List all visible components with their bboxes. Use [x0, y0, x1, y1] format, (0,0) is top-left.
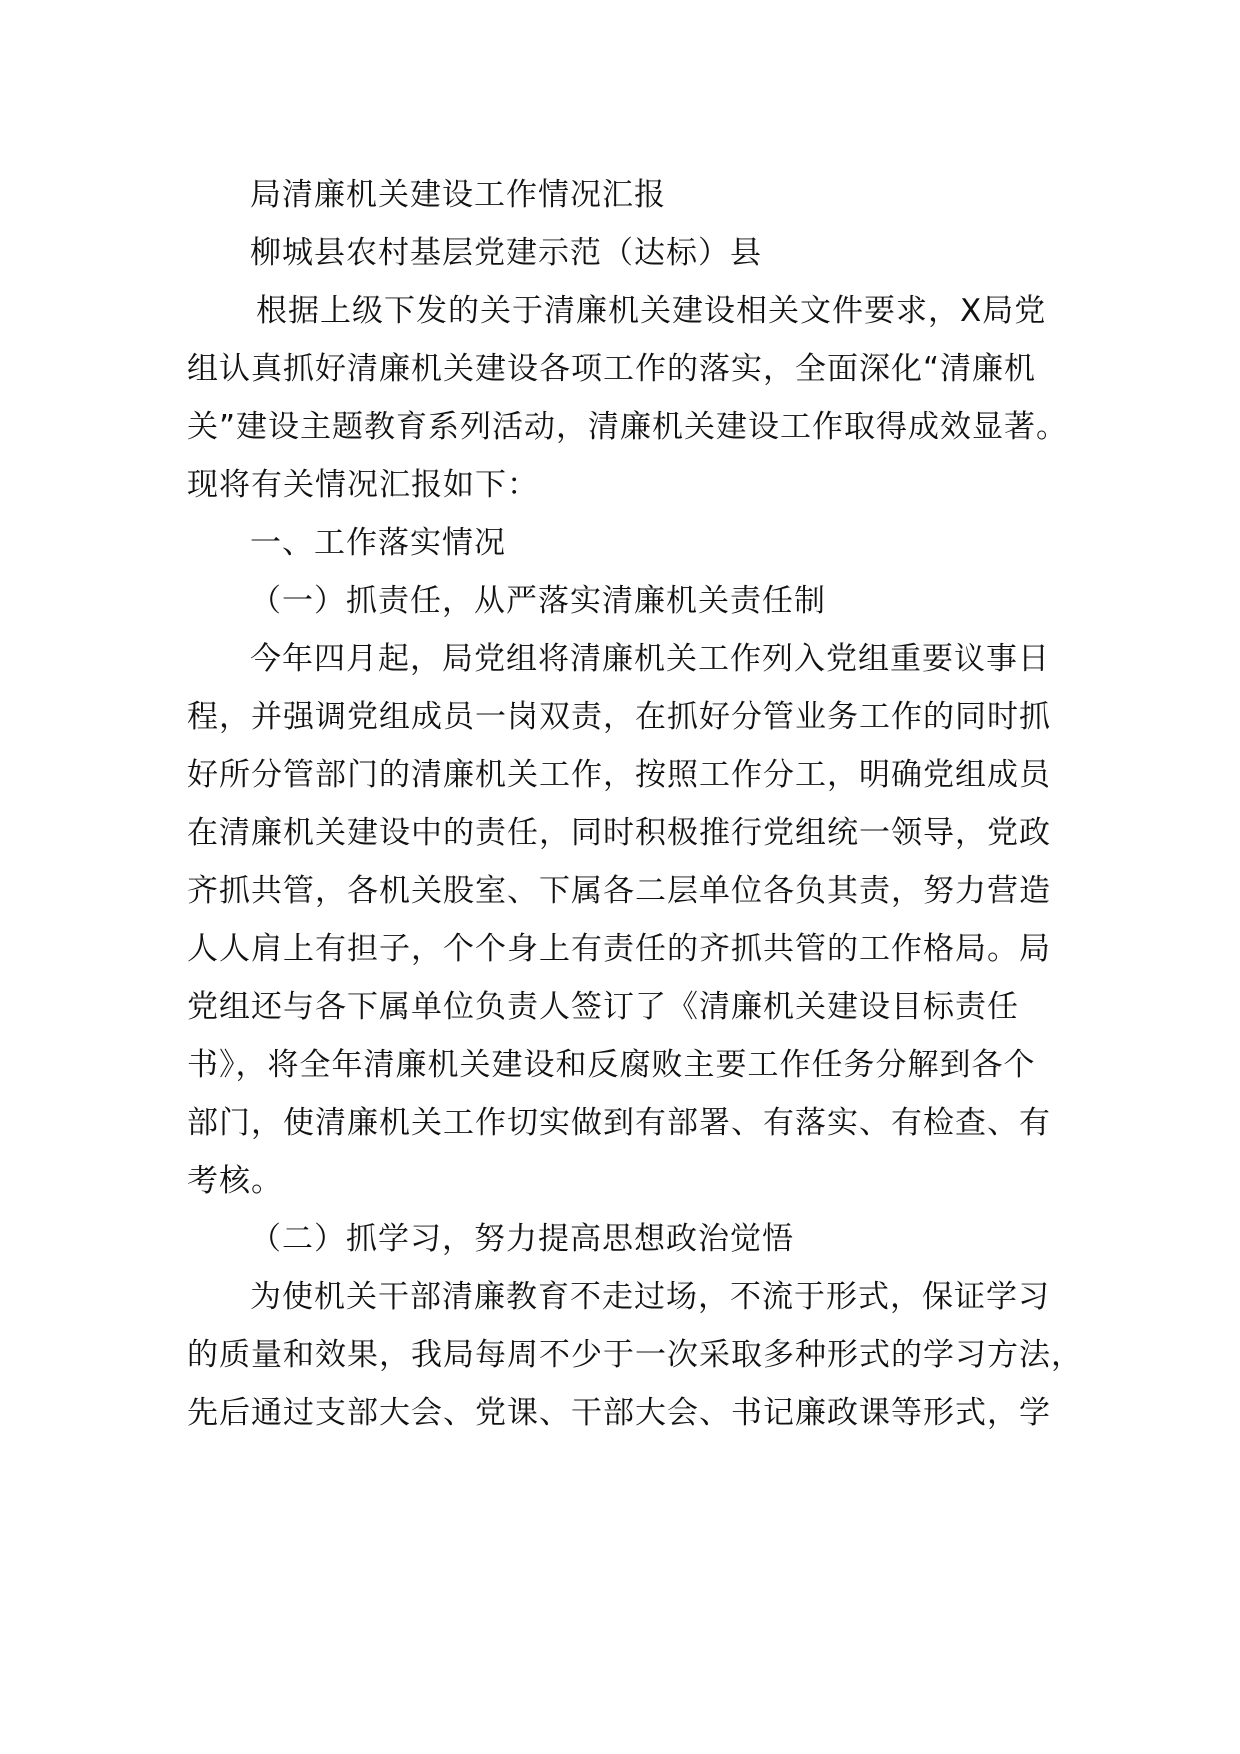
- subsection-heading: （二）抓学习，努力提高思想政治觉悟: [250, 1221, 794, 1257]
- paragraph-line: 组认真抓好清廉机关建设各项工作的落实，全面深化“清廉机: [187, 351, 1037, 387]
- subsection-heading: （一）抓责任，从严落实清廉机关责任制: [250, 583, 826, 619]
- section-heading: 一、工作落实情况: [250, 525, 506, 561]
- paragraph-line: 关”建设主题教育系列活动，清廉机关建设工作取得成效显著。: [187, 409, 1069, 445]
- paragraph-line: 人人肩上有担子，个个身上有责任的齐抓共管的工作格局。局: [187, 931, 1051, 967]
- paragraph-line: 先后通过支部大会、党课、干部大会、书记廉政课等形式，学: [187, 1395, 1051, 1431]
- paragraph-line: 在清廉机关建设中的责任，同时积极推行党组统一领导，党政: [187, 815, 1051, 851]
- document-title: 局清廉机关建设工作情况汇报: [250, 177, 666, 213]
- paragraph-line: 齐抓共管，各机关股室、下属各二层单位各负其责，努力营造: [187, 873, 1051, 909]
- paragraph-line: 部门，使清廉机关工作切实做到有部署、有落实、有检查、有: [187, 1105, 1051, 1141]
- paragraph-line: 为使机关干部清廉教育不走过场，不流于形式，保证学习: [250, 1279, 1050, 1315]
- paragraph-line: 程，并强调党组成员一岗双责，在抓好分管业务工作的同时抓: [187, 699, 1051, 735]
- paragraph-line: 书》，将全年清廉机关建设和反腐败主要工作任务分解到各个: [187, 1047, 1036, 1083]
- document-subtitle: 柳城县农村基层党建示范（达标）县: [250, 235, 762, 271]
- paragraph-line: 今年四月起，局党组将清廉机关工作列入党组重要议事日: [250, 641, 1050, 677]
- paragraph-line: 现将有关情况汇报如下：: [187, 467, 539, 503]
- paragraph-line: 考核。: [187, 1163, 283, 1199]
- paragraph-line: 党组还与各下属单位负责人签订了《清廉机关建设目标责任: [187, 989, 1019, 1025]
- paragraph-line: 的质量和效果，我局每周不少于一次采取多种形式的学习方法，: [187, 1337, 1083, 1373]
- paragraph-line: 根据上级下发的关于清廉机关建设相关文件要求，X局党: [256, 293, 1047, 329]
- paragraph-line: 好所分管部门的清廉机关工作，按照工作分工，明确党组成员: [187, 757, 1051, 793]
